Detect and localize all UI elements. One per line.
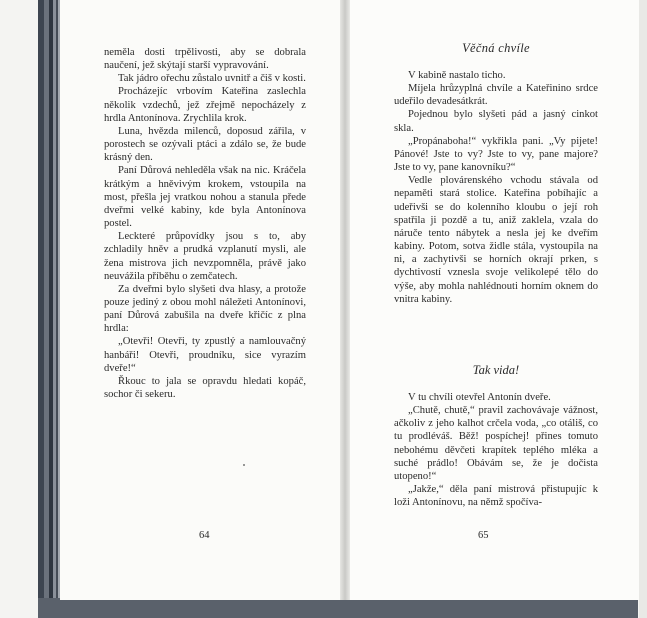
page-number-right: 65 (478, 530, 489, 541)
paragraph: Tak jádro ořechu zůstalo uvnitř a čiš v kosti. (118, 73, 306, 85)
paragraph: V tu chvíli otevřel Antonín dveře. (408, 392, 551, 403)
chapter-heading-tak-vida: Tak vida! (472, 363, 520, 377)
paragraph: Leckteré průpovídky jsou s to, aby zchladily hněv a prudká vzplanutí mysli, ale žena mistrova jich nevzpomněla, právě jako neuvážila příběhu o zemčatech. (104, 231, 306, 282)
paragraph: „Jakže,“ děla paní mistrová přistupujíc k loži Antonínovu, na němž spočíva- (394, 484, 598, 509)
book-gutter (340, 0, 350, 600)
right-page-section2 (394, 391, 598, 509)
paragraph: Za dveřmi bylo slyšeti dva hlasy, a protože pouze jediný z obou mohl náležeti Antonínovi, paní Důrová zabušila na dveře křičíc z plna hrdla: (104, 283, 306, 335)
paragraph: „Otevři! Otevři, ty zpustlý a namlouvačný hanbáři! Otevři, proudníku, sice vyrazím dveře!“ (104, 336, 306, 374)
right-page-section1 (394, 69, 598, 306)
paragraph: Luna, hvězda milenců, doposud zářila, v porostech se ozývali ptáci a zdálo se, že bude krásný den. (104, 125, 306, 164)
scan-speck (243, 464, 245, 466)
paragraph: Pojednou bylo slyšeti pád a jasný cinkot skla. (394, 109, 598, 134)
left-page-body (104, 46, 306, 401)
paragraph: „Chutě, chutě,“ pravil zachovávaje vážnost, ačkoliv z jeho kalhot crčela voda, „co otáliš, co tu prodléváš. Běž! pospíchej! přines tomuto nebohému děvčeti krapítek teplého mléka a suché prádlo! Obávám se, že je dočista utopeno!“ (394, 405, 598, 482)
book-bottom-edge (38, 598, 638, 618)
paragraph: V kabině nastalo ticho. (408, 70, 506, 81)
page-number-left: 64 (199, 530, 210, 541)
paragraph: neměla dosti trpělivosti, aby se dobrala naučení, jež skýtají starší vypravování. (104, 47, 306, 72)
right-page-edge (639, 0, 647, 618)
paragraph: „Propánaboha!“ vykřikla pani. „Vy pijete! Pánové! Jste to vy? Jste to vy, pane majore? Jste to vy, pane kanovníku?“ (394, 135, 598, 174)
paragraph: Vedle plovárenského vchodu stávala od nepaměti stará stolice. Kateřina pobíhajíc a udeřivši se do kolenního kloubu o její roh spatřila ji pozdě a tu, aniž zaklela, vzala do náruče tento nábytek a nesla jej ke dveřím kabiny. Potom, sotva židle stála, vystoupila na ni, a zachytivši se horních okrají prken, s dychtivostí vznesla svoje velikolepé tělo do výše, aby mohla nahlédnouti horním oknem do vnitra kabiny. (394, 175, 598, 305)
chapter-heading-vecna-chvile: Věčná chvíle (462, 41, 530, 55)
paragraph: Procházejíc vrbovím Kateřina zaslechla několik vzdechů, jež zřejmě nepocházely z hrdla Antonínova. Zrychlila krok. (104, 86, 306, 124)
paragraph: Paní Důrová nehleděla však na nic. Kráčela krátkým a hněvivým krokem, vstoupila na most, přešla jej vratkou nohou a stanula přede dveřmi velké kabiny, kde byla Antonínova postel. (104, 165, 306, 230)
paragraph: Míjela hrůzyplná chvíle a Kateřinino srdce udeřilo devadesátkrát. (394, 83, 598, 108)
paragraph: Řkouc to jala se opravdu hledati kopáč, sochor či sekeru. (104, 375, 306, 401)
